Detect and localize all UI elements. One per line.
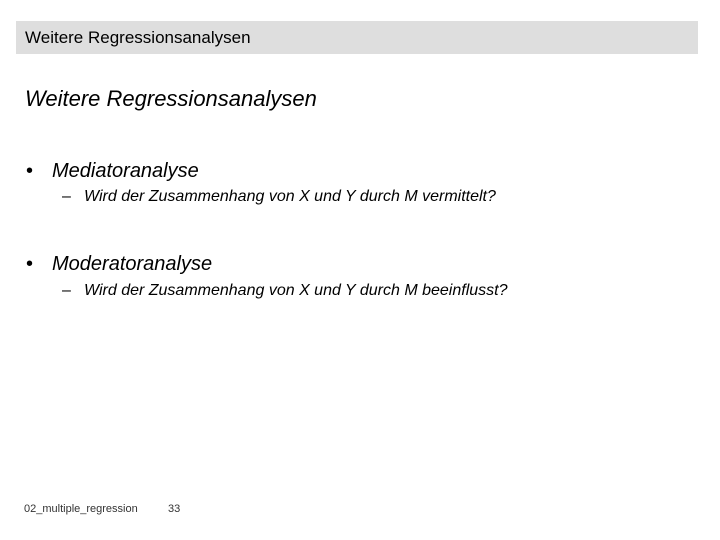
bullet-text: Moderatoranalyse (52, 253, 213, 275)
bullet-marker: • (26, 253, 34, 275)
bullet-item-mediatoranalyse (26, 160, 199, 183)
bullet-text: Mediatoranalyse (52, 160, 199, 182)
slide-title: Weitere Regressionsanalysen (25, 86, 317, 111)
sub-bullet-marker: – (62, 282, 71, 299)
sub-bullet-text: Wird der Zusammenhang von X und Y durch M vermittelt? (84, 188, 496, 205)
sub-bullet-text: Wird der Zusammenhang von X und Y durch M beeinflusst? (84, 282, 508, 299)
sub-bullet-marker: – (62, 188, 71, 205)
bullet-marker: • (26, 160, 34, 182)
header-title: Weitere Regressionsanalysen (25, 27, 251, 47)
sub-bullet-item-moderator-question (62, 282, 508, 300)
sub-bullet-item-mediator-question (62, 188, 496, 206)
footer-page-number: 33 (168, 503, 181, 515)
header-bar (16, 21, 698, 54)
footer-filename: 02_multiple_regression (24, 503, 138, 515)
bullet-item-moderatoranalyse (26, 253, 212, 276)
